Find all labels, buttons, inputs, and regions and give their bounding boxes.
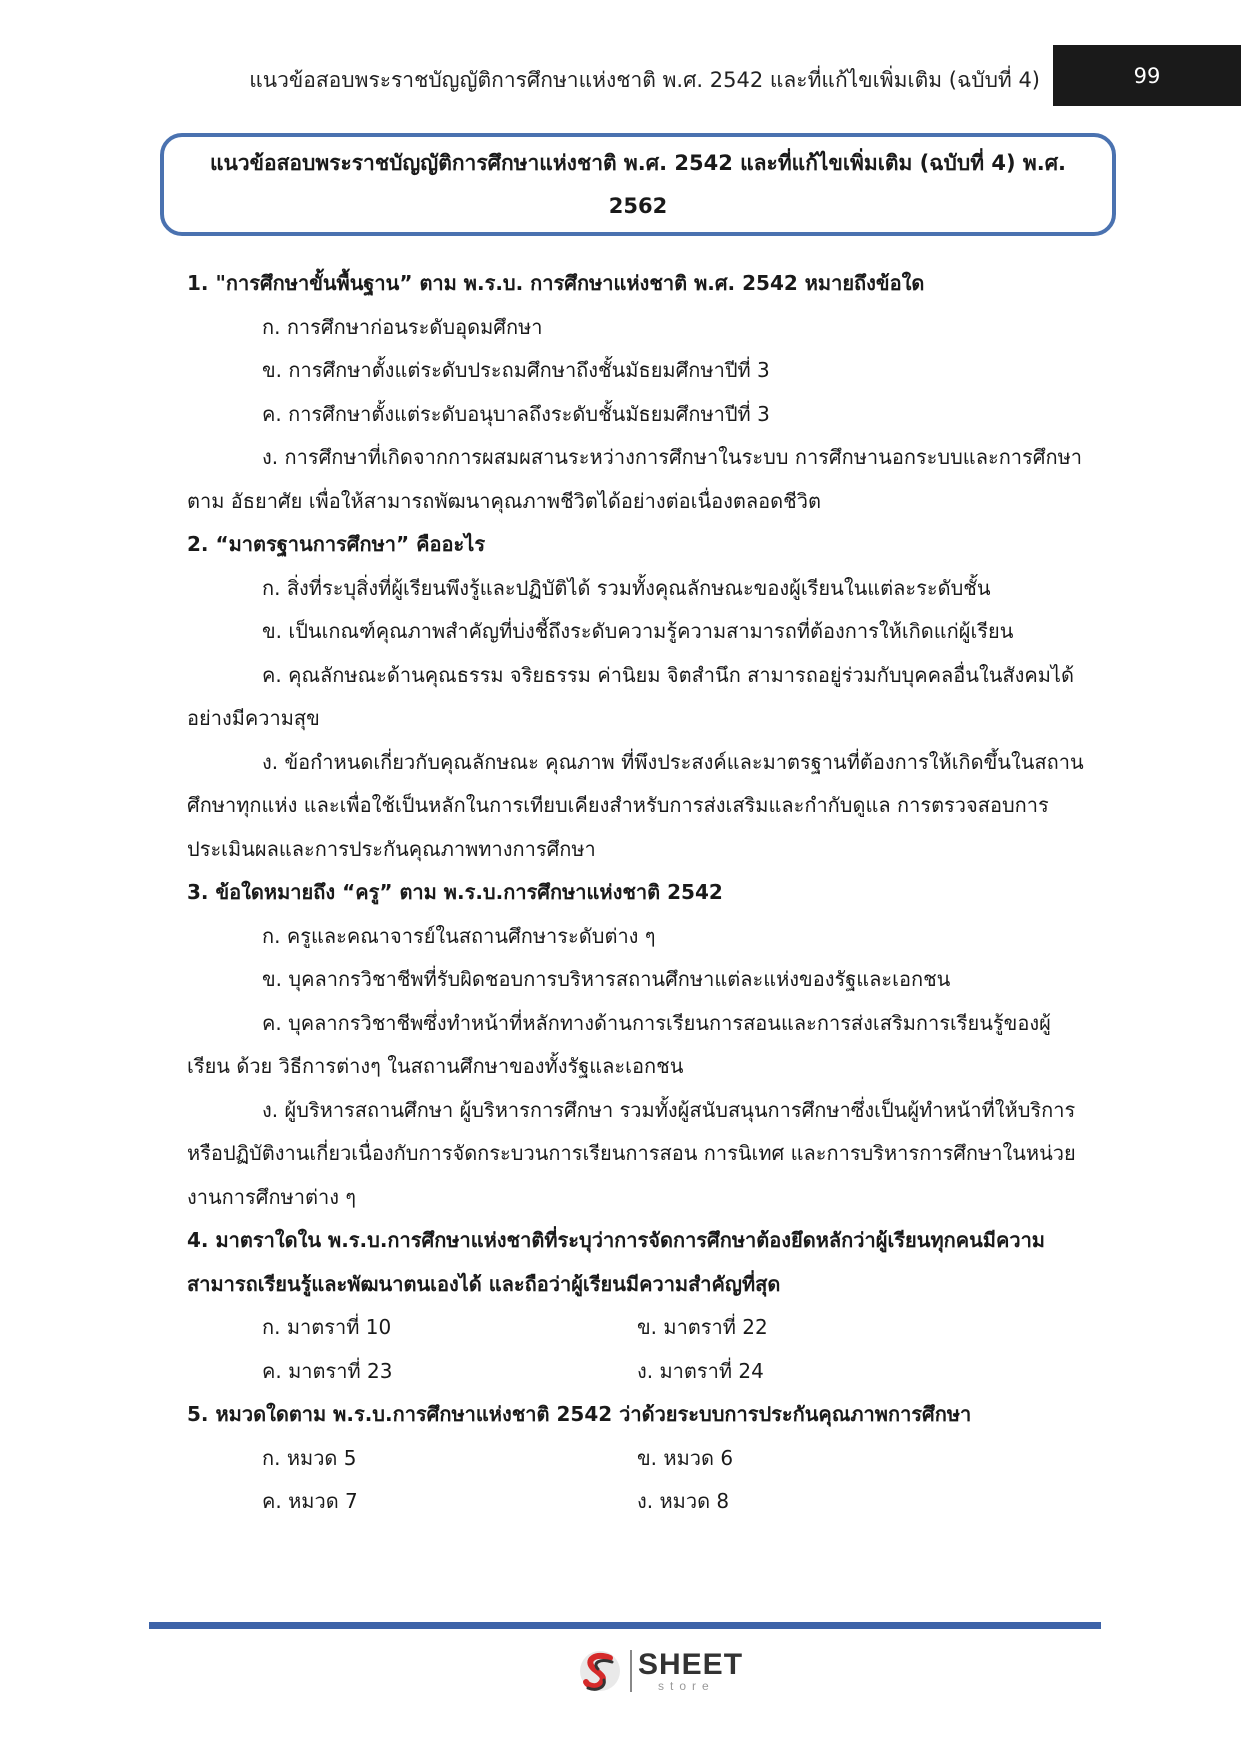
logo-text	[638, 1650, 743, 1692]
option-4c: ค. มาตราที่ 23	[262, 1358, 393, 1383]
question-3: 3. ข้อใดหมายถึง “ครู” ตาม พ.ร.บ.การศึกษาแห่งชาติ 2542	[187, 880, 723, 904]
logo-word: SHEET	[638, 1648, 744, 1681]
option-2b: ข. เป็นเกณฑ์คุณภาพสำคัญที่บ่งชี้ถึงระดับความรู้ความสามารถที่ต้องการให้เกิดแก่ผู้เรียน	[262, 619, 1014, 643]
options-row-4-2	[187, 1350, 1092, 1394]
question-5: 5. หมวดใดตาม พ.ร.บ.การศึกษาแห่งชาติ 2542 ว่าด้วยระบบการประกันคุณภาพการศึกษา	[187, 1402, 972, 1426]
option-2c: ค. คุณลักษณะด้านคุณธรรม จริยธรรม ค่านิยม จิตสำนึก สามารถอยู่ร่วมกับบุคคลอื่นในสังคมได้อย่างมีความสุข	[187, 662, 1074, 730]
option-5d: ง. หมวด 8	[637, 1489, 730, 1513]
option-3a: ก. ครูและคณาจารย์ในสถานศึกษาระดับต่าง ๆ	[262, 923, 656, 948]
option-4b: ข. มาตราที่ 22	[637, 1315, 768, 1339]
option-4d: ง. มาตราที่ 24	[637, 1358, 764, 1383]
option-5b: ข. หมวด 6	[637, 1445, 734, 1470]
option-1d: ง. การศึกษาที่เกิดจากการผสมผสานระหว่างการศึกษาในระบบ การศึกษานอกระบบและการศึกษาตาม อัธยาศัย เพื่อให้สามารถพัฒนาคุณภาพชีวิตได้อย่างต่อเนื่องตลอดชีวิต	[187, 445, 1082, 513]
page-number: 99	[1053, 45, 1241, 106]
option-5c: ค. หมวด 7	[262, 1489, 358, 1513]
running-header-title: แนวข้อสอบพระราชบัญญัติการศึกษาแห่งชาติ พ.ศ. 2542 และที่แก้ไขเพิ่มเติม (ฉบับที่ 4)	[249, 68, 1040, 92]
option-4a: ก. มาตราที่ 10	[262, 1315, 392, 1339]
question-list	[187, 262, 1092, 1524]
option-2a: ก. สิ่งที่ระบุสิ่งที่ผู้เรียนพึงรู้และปฏิบัติได้ รวมทั้งคุณลักษณะของผู้เรียนในแต่ละระดับชั้น	[262, 575, 991, 600]
document-title-line1: แนวข้อสอบพระราชบัญญัติการศึกษาแห่งชาติ พ.ศ. 2542 และที่แก้ไขเพิ่มเติม (ฉบับที่ 4) พ.ศ.	[209, 150, 1067, 175]
option-1c: ค. การศึกษาตั้งแต่ระดับอนุบาลถึงระดับชั้นมัธยมศึกษาปีที่ 3	[262, 401, 770, 426]
options-row-5-2	[187, 1480, 1092, 1524]
question-1: 1. "การศึกษาขั้นพื้นฐาน” ตาม พ.ร.บ. การศึกษาแห่งชาติ พ.ศ. 2542 หมายถึงข้อใด	[187, 271, 925, 295]
option-3b: ข. บุคลากรวิชาชีพที่รับผิดชอบการบริหารสถานศึกษาแต่ละแห่งของรัฐและเอกชน	[262, 967, 951, 991]
option-3d: ง. ผู้บริหารสถานศึกษา ผู้บริหารการศึกษา รวมทั้งผู้สนับสนุนการศึกษาซึ่งเป็นผู้ทำหน้าที่ให้บริการ หรือปฏิบัติงานเกี่ยวเนื่องกับการจัดกระบวนการเรียนการสอน การนิเทศ และการบริหารการศึกษาในหน่วยงานการศึกษาต่าง ๆ	[187, 1097, 1076, 1209]
option-2d: ง. ข้อกำหนดเกี่ยวกับคุณลักษณะ คุณภาพ ที่พึงประสงค์และมาตรฐานที่ต้องการให้เกิดขึ้นในสถานศึกษาทุกแห่ง และเพื่อใช้เป็นหลักในการเทียบเคียงสำหรับการส่งเสริมและกำกับดูแล การตรวจสอบการประเมินผลและการประกันคุณภาพทางการศึกษา	[187, 749, 1084, 861]
option-1b: ข. การศึกษาตั้งแต่ระดับประถมศึกษาถึงชั้นมัธยมศึกษาปีที่ 3	[262, 358, 770, 382]
logo-sub: store	[658, 1679, 715, 1693]
sheet-store-logo-icon	[578, 1648, 622, 1694]
document-title-box	[160, 133, 1116, 236]
document-title	[188, 142, 1088, 228]
question-2: 2. “มาตรฐานการศึกษา” คืออะไร	[187, 532, 486, 556]
option-1a: ก. การศึกษาก่อนระดับอุดมศึกษา	[262, 314, 543, 339]
footer-rule	[149, 1622, 1101, 1629]
options-row-5-1	[187, 1437, 1092, 1481]
logo-separator	[630, 1650, 632, 1692]
option-3c: ค. บุคลากรวิชาชีพซึ่งทำหน้าที่หลักทางด้านการเรียนการสอนและการส่งเสริมการเรียนรู้ของผู้เรียน ด้วย วิธีการต่างๆ ในสถานศึกษาของทั้งรัฐและเอกชน	[187, 1010, 1051, 1078]
sheet-store-logo	[578, 1648, 743, 1694]
question-4: 4. มาตราใดใน พ.ร.บ.การศึกษาแห่งชาติที่ระบุว่าการจัดการศึกษาต้องยึดหลักว่าผู้เรียนทุกคนมีความสามารถเรียนรู้และพัฒนาตนเองได้ และถือว่าผู้เรียนมีความสำคัญที่สุด	[187, 1228, 1045, 1296]
options-row-4-1	[187, 1306, 1092, 1350]
option-5a: ก. หมวด 5	[262, 1445, 357, 1470]
document-title-line2: 2562	[608, 193, 668, 218]
